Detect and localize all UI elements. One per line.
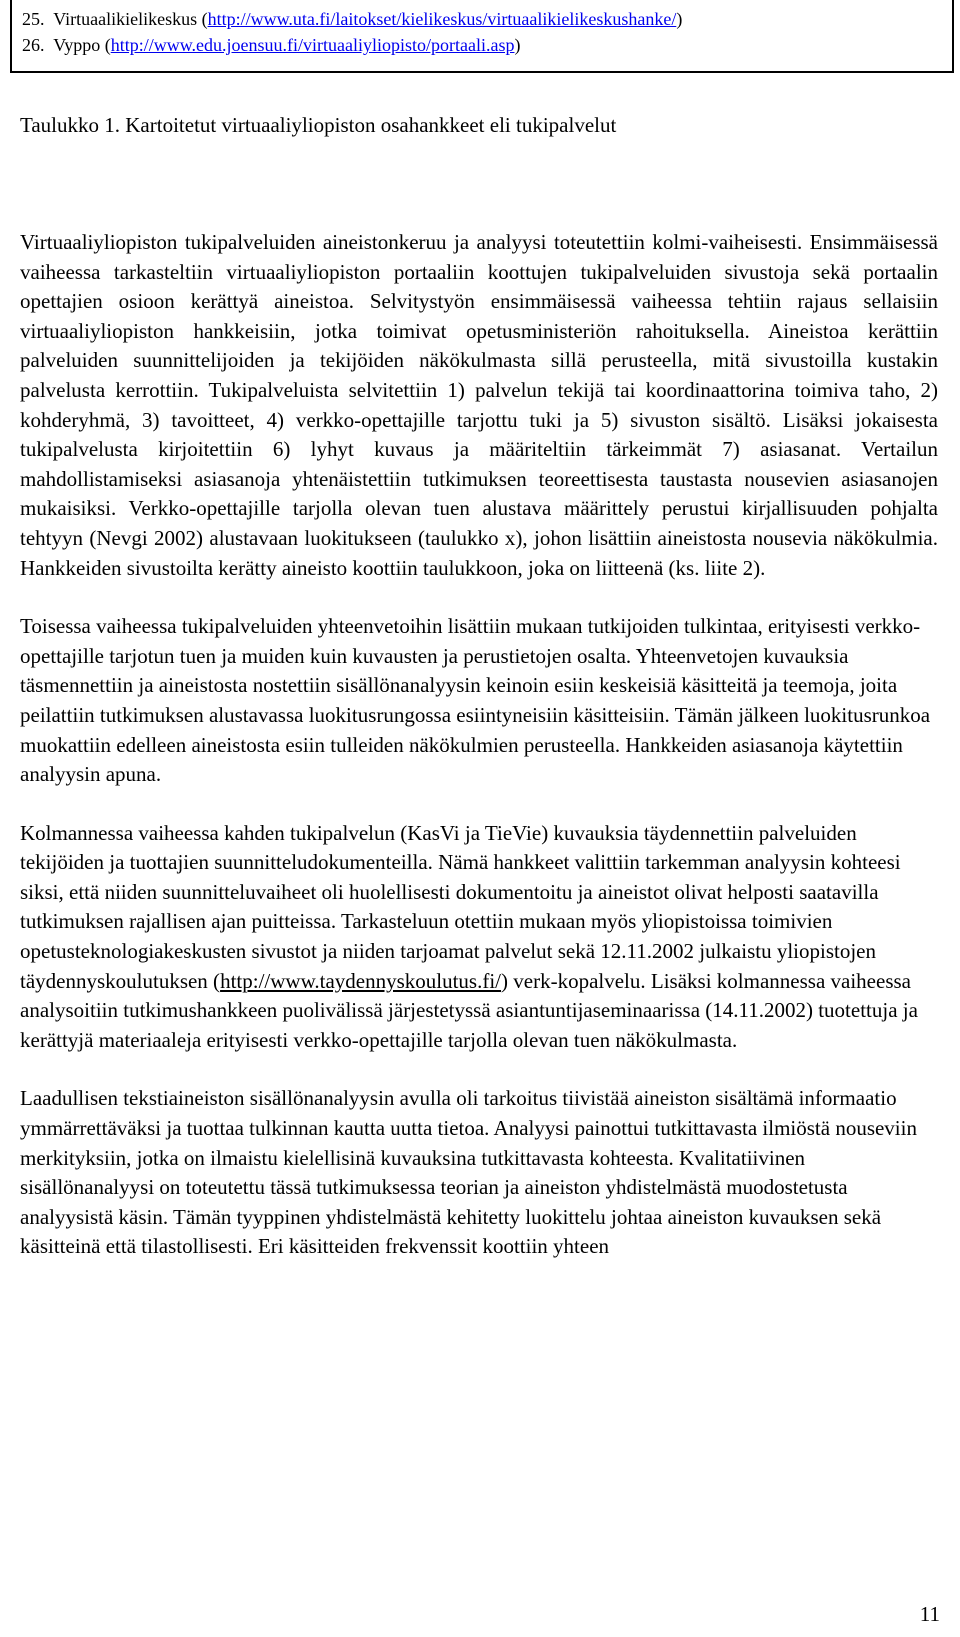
paragraph-1: Virtuaaliyliopiston tukipalveluiden aineistonkeruu ja analyysi toteutettiin kolmi-vaiheisesti. Ensimmäisessä vaiheessa tarkasteltiin virtuaaliyliopiston portaaliin koottujen tukipalveluiden sivustoja sekä portaalin opettajien osioon kerättyä aineistoa. Selvitystyön ensimmäisessä vaiheessa tehtiin rajaus sellaisiin virtuaaliyliopiston hankkeisiin, jotka toimivat opetusministeriön rahoituksella. Aineistoa kerättiin palveluiden suunnittelijoiden ja tekijöiden näkökulmasta sillä perusteella, mitä sivustoilla kustakin palvelusta kerrottiin. Tukipalveluista selvitettiin 1) palvelun tekijä tai koordinaattorina toimiva taho, 2) kohderyhmä, 3) tavoitteet, 4) verkko-opettajille tarjottu tuki ja 5) sivuston sisältö. Lisäksi jokaisesta tukipalvelusta kirjoitettiin 6) lyhyt kuvaus ja määriteltiin tärkeimmät 7) asiasanat. Vertailun mahdollistamiseksi asiasanoja yhtenäistettiin tutkimuksen teoreettisesta taustasta nousevien asiasanojen mukaisiksi. Verkko-opettajille tarjolla olevan tuen alustava määrittely perustui kirjallisuuden pohjalta tehtyyn (Nevgi 2002) alustavaan luokitukseen (taulukko x), johon lisättiin aineistosta nousevia näkökulmia. Hankkeiden sivustoilta kerätty aineisto koottiin taulukkoon, joka on liitteenä (ks. liite 2).: [20, 230, 938, 580]
reference-open-paren: (: [201, 9, 208, 29]
paragraph-3: [20, 819, 938, 1056]
reference-close-paren: ): [514, 35, 521, 55]
reference-number: 25.: [22, 9, 45, 29]
reference-link[interactable]: http://www.uta.fi/laitokset/kielikeskus/virtuaalikielikeskushanke/: [207, 9, 677, 29]
body-text: [20, 228, 938, 1291]
paragraph-2: Toisessa vaiheessa tukipalveluiden yhteenvetoihin lisättiin mukaan tutkijoiden tulkintaa, erityisesti verkko-opettajille tarjotun tuen ja muiden kuin kuvausten ja perustietojen osalta. Yhteenvetojen kuvauksia täsmennettiin ja aineistosta nostettiin sisällönanalyysin keinoin esiin keskeisiä käsitteitä ja teemoja, joita peilattiin tutkimuksen alustavassa luokitusrungossa esiintyneisiin käsitteisiin. Tämän jälkeen luokitusrunkoa muokattiin edelleen aineistosta esiin tulleiden näkökulmien perusteella. Hankkeiden asiasanoja käytettiin analyysin apuna.: [20, 614, 931, 787]
reference-close-paren: ): [676, 9, 683, 29]
reference-link[interactable]: http://www.edu.joensuu.fi/virtuaaliyliopisto/portaali.asp: [110, 35, 515, 55]
reference-name: Virtuaalikielikeskus: [53, 9, 198, 29]
paragraph-3-text-after: ) verk-kopalvelu. Lisäksi kolmannessa vaiheessa analysoitiin tutkimushankkeen puolivälissä järjestetyssä asiantuntijaseminaarissa (14.11.2002) tuotettuja ja kerättyjä materiaaleja erityisesti verkko-opettajille tarjolla olevan tuen näkökulmasta.: [20, 968, 918, 1052]
reference-number: 26.: [22, 35, 45, 55]
paragraph-3-link[interactable]: http://www.taydennyskoulutus.fi/: [220, 968, 502, 993]
reference-name: Vyppo: [53, 35, 101, 55]
paragraph-3-text-before: Kolmannessa vaiheessa kahden tukipalvelun (KasVi ja TieVie) kuvauksia täydennettiin palveluiden tekijöiden ja tuottajien suunnitteludokumenteilla. Nämä hankkeet valittiin tarkemman analyysin kohteesi siksi, että niiden suunnitteluvaiheet oli huolellisesti dokumentoitu ja aineistot olivat helposti saatavilla tutkimuksen rajallisen ajan puitteissa. Tarkasteluun otettiin mukaan myös yliopistoissa toimivien opetusteknologiakeskusten sivustot ja niiden tarjoamat palvelut sekä 12.11.2002 julkaistu yliopistojen täydennyskoulutuksen (: [20, 820, 901, 993]
reference-list-box: [10, 0, 954, 73]
paragraph-4: Laadullisen tekstiaineiston sisällönanalyysin avulla oli tarkoitus tiivistää aineiston sisältämä informaatio ymmärrettäväksi ja tuottaa tulkinnan kautta uutta tietoa. Analyysi painottui tutkittavasta ilmiöstä nouseviin merkityksiin, jotka on ilmaistu kielellisinä kuvauksina tutkittavasta kohteesta. Kvalitatiivinen sisällönanalyysi on toteutettu tässä tutkimuksessa teorian ja aineiston yhdistelmästä muodostetusta analyysistä käsin. Tämän tyyppinen yhdistelmästä kehitetty luokittelu johtaa aineiston kuvauksen sekä käsitteinä että tilastollisesti. Eri käsitteiden frekvenssit koottiin yhteen: [20, 1086, 917, 1259]
table-caption: Taulukko 1. Kartoitetut virtuaaliyliopiston osahankkeet eli tukipalvelut: [20, 113, 617, 137]
reference-item-26: [22, 32, 952, 58]
reference-item-25: [22, 6, 952, 32]
page-number: 11: [919, 1602, 940, 1626]
reference-open-paren: (: [104, 35, 111, 55]
